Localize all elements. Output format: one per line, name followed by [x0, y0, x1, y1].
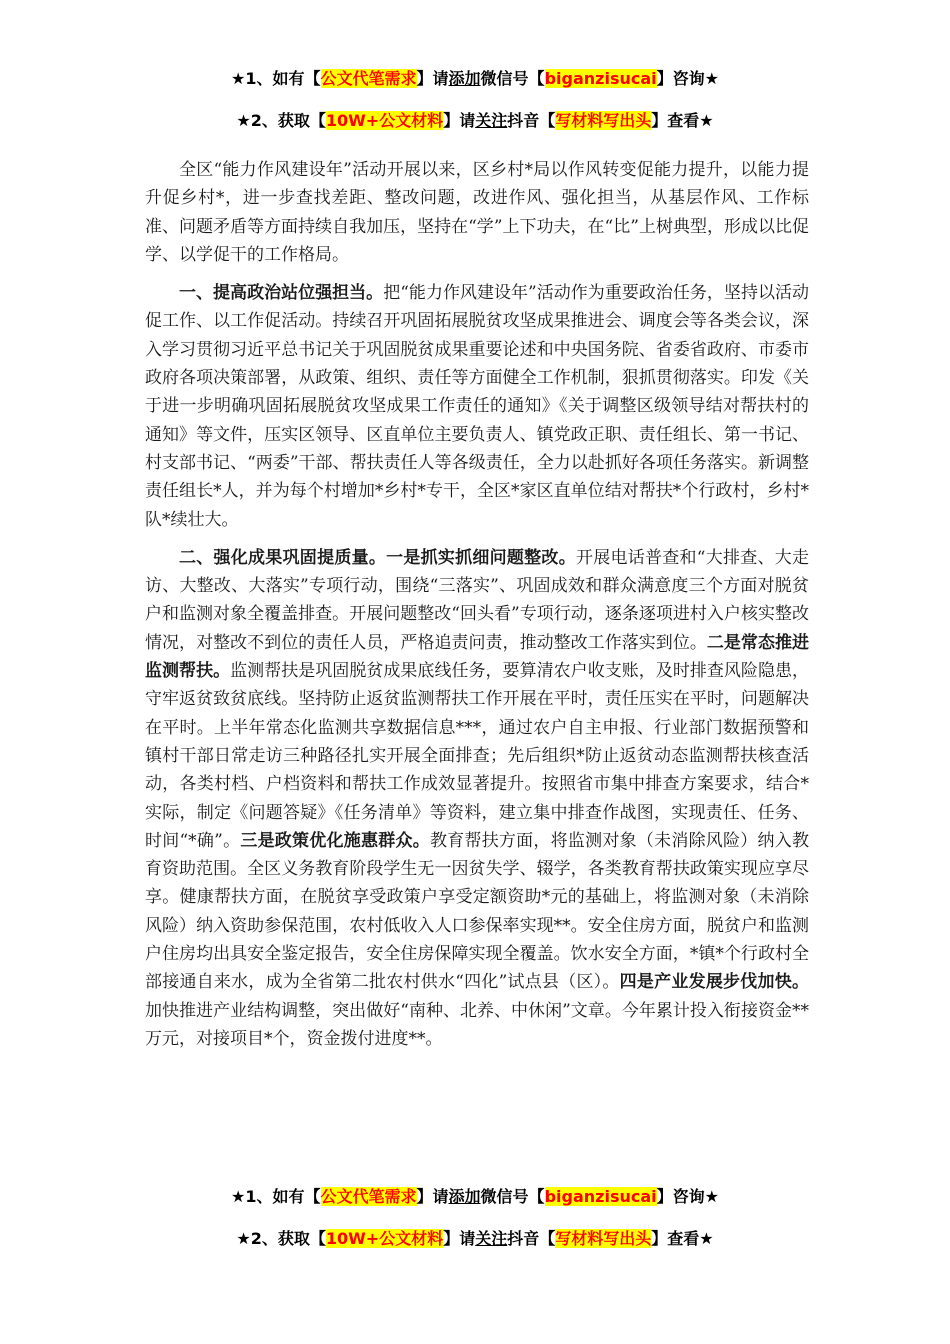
promo-suffix: 】咨询★	[656, 1187, 719, 1206]
promo-prefix: ★2、获取【	[236, 1229, 326, 1248]
promo-suffix: 】查看★	[651, 1229, 714, 1248]
subsection-text: 监测帮扶是巩固脱贫成果底线任务，要算清农户收支账，及时排查风险隐患，守牢返贫致贫底线。坚持防止返贫监测帮扶工作开展在平时，责任压实在平时，问题解决在平时。上半年常态化监测共享数据信息***，通过农户自主申报、行业部门数据预警和镇村干部日常走访三种路径扎实开展全面排查；先后组织*防止返贫动态监测帮扶核查活动，各类村档、户档资料和帮扶工作成效显著提升。按照省市集中排查方案要求，结合*实际，制定《问题答疑》《任务清单》等资料，建立集中排查作战图，实现责任、任务、时间“*确”。	[145, 661, 810, 851]
promo-prefix: ★1、如有【	[231, 69, 321, 88]
promo-text: 抖音【	[507, 111, 556, 130]
promo-highlight: 公文代笔需求	[320, 69, 417, 88]
promo-highlight: 10W+公文材料	[325, 1229, 444, 1248]
promo-text: 微信号【	[480, 69, 545, 88]
promo-text: 抖音【	[507, 1229, 556, 1248]
subsection-heading: 一是抓实抓细问题整改。	[386, 547, 576, 568]
subsection-text: 加快推进产业结构调整，突出做好“南种、北养、中休闲”文章。今年累计投入衔接资金**万元，对接项目*个，资金拨付进度**。	[145, 1000, 809, 1049]
promo-underline: 添加	[448, 1187, 481, 1206]
subsection-heading: 二是常态推进监测帮扶。	[145, 632, 810, 682]
promo-line-1-bottom	[0, 1186, 950, 1208]
promo-highlight: 写材料写出头	[555, 111, 652, 130]
promo-line-2-top	[0, 110, 950, 132]
promo-underline: 关注	[475, 111, 508, 130]
document-body	[145, 156, 809, 1063]
promo-text: 】请	[416, 1187, 449, 1206]
promo-prefix: ★1、如有【	[231, 1187, 321, 1206]
promo-highlight: biganzisucai	[544, 1187, 657, 1206]
promo-line-2-bottom	[0, 1228, 950, 1250]
promo-suffix: 】咨询★	[656, 69, 719, 88]
promo-underline: 添加	[448, 69, 481, 88]
paragraph-section-2	[145, 544, 809, 1053]
subsection-text: 教育帮扶方面，将监测对象（未消除风险）纳入教育资助范围。全区义务教育阶段学生无一因贫失学、辍学，各类教育帮扶政策实现应享尽享。健康帮扶方面，在脱贫享受政策户享受定额资助*元的基础上，将监测对象（未消除风险）纳入资助参保范围，农村低收入人口参保率实现**。安全住房方面，脱贫户和监测户住房均出具安全鉴定报告，安全住房保障实现全覆盖。饮水安全方面，*镇*个行政村全部接通自来水，成为全省第二批农村供水“四化”试点县（区）。	[145, 830, 810, 993]
paragraph-intro: 全区“能力作风建设年”活动开展以来，区乡村*局以作风转变促能力提升，以能力提升促乡村*，进一步查找差距、整改问题，改进作风、强化担当，从基层作风、工作标准、问题矛盾等方面持续自我加压，坚持在“学”上下功夫，在“比”上树典型，形成以比促学、以学促干的工作格局。	[145, 160, 809, 265]
promo-underline: 关注	[475, 1229, 508, 1248]
promo-highlight: 10W+公文材料	[325, 111, 444, 130]
promo-highlight: 公文代笔需求	[320, 1187, 417, 1206]
promo-text: 微信号【	[480, 1187, 545, 1206]
subsection-text: 开展电话普查和“大排查、大走访、大整改、大落实”专项行动，围绕“三落实”、巩固成效和群众满意度三个方面对脱贫户和监测对象全覆盖排查。开展问题整改“回头看”专项行动，逐条逐项进村入户核实整改情况，对整改不到位的责任人员，严格追责问责，推动整改工作落实到位。	[145, 547, 810, 653]
promo-suffix: 】查看★	[651, 111, 714, 130]
promo-text: 】请	[443, 111, 476, 130]
promo-text: 】请	[443, 1229, 476, 1248]
promo-text: 】请	[416, 69, 449, 88]
subsection-heading: 三是政策优化施惠群众。	[240, 830, 430, 851]
paragraph-section-1	[145, 279, 809, 534]
promo-line-1-top	[0, 68, 950, 90]
promo-highlight: biganzisucai	[544, 69, 657, 88]
section-heading: 一、提高政治站位强担当。	[179, 283, 384, 304]
promo-highlight: 写材料写出头	[555, 1229, 652, 1248]
section-heading: 二、强化成果巩固提质量。	[179, 547, 387, 568]
promo-prefix: ★2、获取【	[236, 111, 326, 130]
section-text: 把“能力作风建设年”活动作为重要政治任务，坚持以活动促工作、以工作促活动。持续召开巩固拓展脱贫攻坚成果推进会、调度会等各类会议，深入学习贯彻习近平总书记关于巩固脱贫成果重要论述和中央国务院、省委省政府、市委市政府各项决策部署，从政策、组织、责任等方面健全工作机制，狠抓贯彻落实。印发《关于进一步明确巩固拓展脱贫攻坚成果工作责任的通知》《关于调整区级领导结对帮扶村的通知》等文件，压实区领导、区直单位主要负责人、镇党政正职、责任组长、第一书记、村支部书记、“两委”干部、帮扶责任人等各级责任，全力以赴抓好各项任务落实。新调整责任组长*人，并为每个村增加*乡村*专干，全区*家区直单位结对帮扶*个行政村，乡村*队*续壮大。	[145, 283, 809, 530]
subsection-heading: 四是产业发展步伐加快。	[619, 972, 809, 993]
